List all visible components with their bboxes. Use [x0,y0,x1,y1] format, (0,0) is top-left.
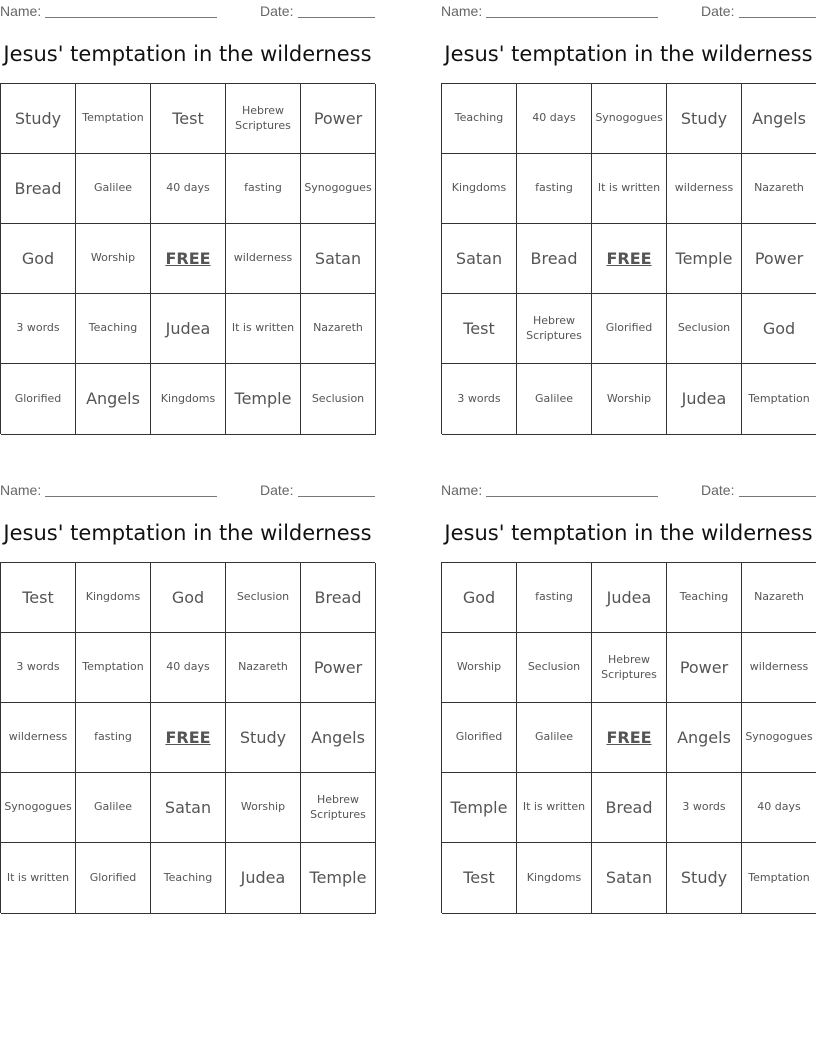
bingo-cell: Test [442,843,517,914]
bingo-cell: Power [301,84,376,154]
bingo-cell: Worship [76,224,151,294]
free-space-cell: FREE [151,224,226,294]
bingo-cell: Hebrew Scriptures [301,773,376,843]
bingo-cell: Bread [517,224,592,294]
free-space-cell: FREE [151,703,226,773]
bingo-cell: Hebrew Scriptures [592,633,667,703]
bingo-cell: God [442,563,517,633]
bingo-cell: Temptation [76,84,151,154]
bingo-cell: Power [301,633,376,703]
bingo-cell: 40 days [517,84,592,154]
bingo-cell: Kingdoms [442,154,517,224]
date-label: Date: [701,3,735,19]
bingo-grid [441,83,816,434]
bingo-cell: Glorified [76,843,151,914]
bingo-cell: 40 days [151,154,226,224]
bingo-cell: 3 words [442,364,517,435]
date-label: Date: [701,482,735,498]
bingo-cell: wilderness [226,224,301,294]
bingo-cell: God [1,224,76,294]
bingo-cell: Power [667,633,742,703]
bingo-cell: Teaching [667,563,742,633]
name-label: Name: [441,482,483,498]
bingo-cell: Synogogues [1,773,76,843]
bingo-cell: Teaching [76,294,151,364]
name-blank-line [486,17,658,18]
bingo-cell: Satan [592,843,667,914]
bingo-cell: It is written [517,773,592,843]
date-blank-line [739,496,816,497]
bingo-cell: 3 words [1,294,76,364]
bingo-cell: Nazareth [742,154,816,224]
bingo-cell: Teaching [442,84,517,154]
bingo-cell: Glorified [442,703,517,773]
bingo-cell: It is written [592,154,667,224]
card-header [0,482,375,498]
bingo-cell: Seclusion [226,563,301,633]
bingo-cell: 3 words [1,633,76,703]
bingo-cell: Worship [592,364,667,435]
name-label: Name: [0,3,42,19]
bingo-cell: 40 days [742,773,816,843]
bingo-cell: fasting [517,563,592,633]
bingo-cell: Study [667,84,742,154]
bingo-cell: Study [667,843,742,914]
bingo-cell: Temple [667,224,742,294]
bingo-cell: Hebrew Scriptures [517,294,592,364]
bingo-cell: Satan [151,773,226,843]
card-title: Jesus' temptation in the wilderness [3,42,372,66]
name-label: Name: [0,482,42,498]
bingo-cell: Galilee [76,154,151,224]
bingo-cell: Angels [76,364,151,435]
bingo-cell: Satan [301,224,376,294]
date-blank-line [298,17,375,18]
date-label: Date: [260,482,294,498]
bingo-cell: Study [226,703,301,773]
bingo-cell: Hebrew Scriptures [226,84,301,154]
bingo-cell: Test [1,563,76,633]
bingo-cell: Galilee [517,364,592,435]
bingo-cell: wilderness [1,703,76,773]
bingo-cell: fasting [517,154,592,224]
name-label: Name: [441,3,483,19]
free-space-cell: FREE [592,224,667,294]
bingo-cell: Satan [442,224,517,294]
bingo-grid [0,83,375,434]
free-space-cell: FREE [592,703,667,773]
bingo-cell: Nazareth [742,563,816,633]
name-blank-line [45,17,217,18]
card-header [441,482,816,498]
bingo-cell: Kingdoms [151,364,226,435]
bingo-cell: Synogogues [742,703,816,773]
bingo-cell: Judea [592,563,667,633]
card-title: Jesus' temptation in the wilderness [3,521,372,545]
date-blank-line [298,496,375,497]
bingo-cell: 40 days [151,633,226,703]
bingo-card-3 [0,479,375,919]
bingo-cell: Glorified [592,294,667,364]
bingo-cell: Seclusion [517,633,592,703]
bingo-cell: Kingdoms [517,843,592,914]
bingo-cell: Bread [1,154,76,224]
bingo-cell: Angels [667,703,742,773]
bingo-grid [0,562,375,913]
bingo-cell: It is written [1,843,76,914]
bingo-cell: Nazareth [226,633,301,703]
bingo-cell: Worship [226,773,301,843]
bingo-grid [441,562,816,913]
bingo-card-4 [441,479,816,919]
bingo-cell: God [742,294,816,364]
card-header [441,3,816,19]
bingo-cell: Worship [442,633,517,703]
bingo-cell: 3 words [667,773,742,843]
bingo-cell: Bread [592,773,667,843]
bingo-cell: God [151,563,226,633]
bingo-cell: Power [742,224,816,294]
name-blank-line [45,496,217,497]
bingo-card-1 [0,0,375,440]
bingo-cell: Temple [442,773,517,843]
bingo-cell: Judea [226,843,301,914]
bingo-cell: Synogogues [301,154,376,224]
bingo-card-2 [441,0,816,440]
date-label: Date: [260,3,294,19]
bingo-cell: Synogogues [592,84,667,154]
bingo-cell: Judea [151,294,226,364]
bingo-cell: Temple [226,364,301,435]
bingo-cell: wilderness [667,154,742,224]
bingo-cell: It is written [226,294,301,364]
name-blank-line [486,496,658,497]
bingo-cell: Temple [301,843,376,914]
bingo-cell: Test [151,84,226,154]
card-header [0,3,375,19]
bingo-cell: Angels [301,703,376,773]
bingo-cell: Temptation [742,364,816,435]
bingo-cell: Temptation [742,843,816,914]
bingo-cell: Seclusion [667,294,742,364]
bingo-cell: Glorified [1,364,76,435]
bingo-cell: Galilee [76,773,151,843]
bingo-cell: Judea [667,364,742,435]
date-blank-line [739,17,816,18]
card-title: Jesus' temptation in the wilderness [444,42,813,66]
bingo-cell: Nazareth [301,294,376,364]
bingo-cell: Kingdoms [76,563,151,633]
bingo-cell: Study [1,84,76,154]
bingo-cell: Teaching [151,843,226,914]
bingo-cell: Galilee [517,703,592,773]
bingo-cell: Bread [301,563,376,633]
bingo-cell: wilderness [742,633,816,703]
bingo-cell: fasting [226,154,301,224]
bingo-cell: Angels [742,84,816,154]
card-title: Jesus' temptation in the wilderness [444,521,813,545]
bingo-cell: Seclusion [301,364,376,435]
bingo-cell: Temptation [76,633,151,703]
bingo-cell: fasting [76,703,151,773]
bingo-cell: Test [442,294,517,364]
